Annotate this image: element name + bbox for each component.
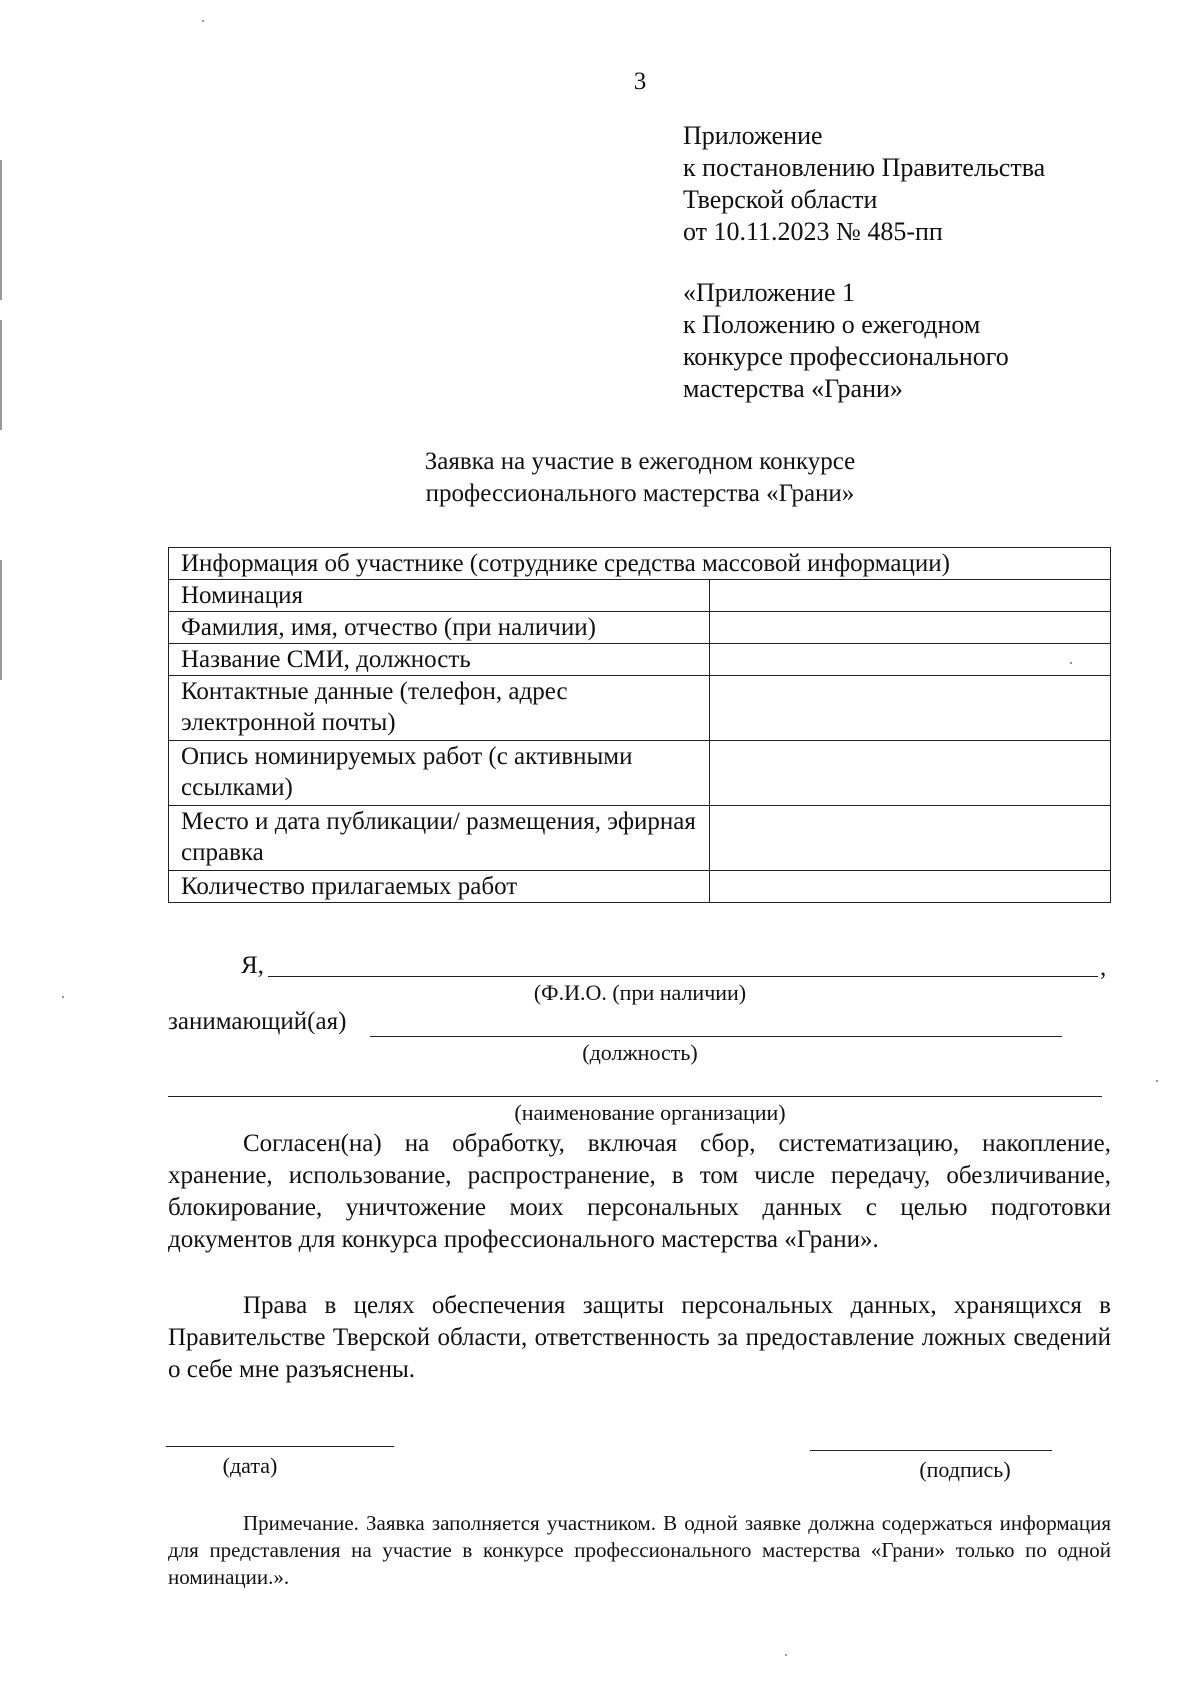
scan-dot — [1156, 1080, 1158, 1082]
row-value-cell[interactable] — [710, 871, 1111, 903]
table-row — [169, 676, 1111, 741]
page-number: 3 — [633, 68, 647, 95]
appendix-line: Тверской области — [683, 185, 878, 214]
scan-dot — [785, 1654, 787, 1656]
scan-edge-mark — [0, 320, 2, 430]
participant-info-table — [168, 547, 1111, 903]
table-header: Информация об участнике (сотруднике средства массовой информации) — [169, 548, 1111, 580]
organization-fill-line[interactable] — [168, 1096, 1102, 1097]
row-value-cell[interactable] — [710, 644, 1111, 676]
declaration-comma: , — [1100, 954, 1107, 981]
appendix-line: к постановлению Правительства — [683, 153, 1046, 182]
table-row — [169, 871, 1111, 903]
row-label: Контактные данные (телефон, адрес электронной почты) — [169, 676, 710, 741]
document-title — [200, 446, 1080, 510]
title-line: Заявка на участие в ежегодном конкурсе — [424, 448, 856, 475]
scan-dot — [202, 20, 204, 22]
appendix-header — [683, 120, 1045, 405]
appendix-line: «Приложение 1 — [683, 278, 856, 307]
title-line: профессионального мастерства «Грани» — [425, 480, 855, 507]
appendix-line: Приложение — [683, 121, 823, 150]
row-label: Количество прилагаемых работ — [169, 871, 710, 903]
appendix-line: конкурсе профессионального — [683, 342, 1009, 371]
appendix-line: мастерства «Грани» — [683, 374, 903, 403]
table-row — [169, 644, 1111, 676]
appendix-line: к Положению о ежегодном — [683, 310, 981, 339]
position-caption: (должность) — [582, 1040, 698, 1065]
position-prefix: занимающий(ая) — [168, 1008, 347, 1035]
scan-edge-mark — [0, 160, 2, 300]
fio-caption: (Ф.И.О. (при наличии) — [533, 980, 747, 1005]
position-fill-line[interactable] — [370, 1036, 1062, 1037]
rights-paragraph: Права в целях обеспечения защиты персональных данных, хранящихся в Правительстве Тверской области, ответственность за предоставление ложных сведений о себе мне разъяснены. — [168, 1292, 1111, 1383]
row-value-cell[interactable] — [710, 612, 1111, 644]
row-label: Фамилия, имя, отчество (при наличии) — [169, 612, 710, 644]
table-row — [169, 806, 1111, 871]
table-row — [169, 741, 1111, 806]
row-label: Название СМИ, должность — [169, 644, 710, 676]
row-value-cell[interactable] — [710, 676, 1111, 741]
scan-edge-mark — [0, 560, 2, 680]
table-row — [169, 612, 1111, 644]
appendix-line: от 10.11.2023 № 485-пп — [683, 217, 943, 246]
table-row — [169, 580, 1111, 612]
fio-fill-line[interactable] — [268, 976, 1098, 977]
signature-caption: (подпись) — [919, 1457, 1011, 1482]
organization-caption: (наименование организации) — [514, 1100, 786, 1125]
row-label: Опись номинируемых работ (с активными ссылками) — [169, 741, 710, 806]
row-value-cell[interactable] — [710, 806, 1111, 871]
date-caption: (дата) — [222, 1453, 278, 1478]
row-value-cell[interactable] — [710, 580, 1111, 612]
consent-paragraph: Согласен(на) на обработку, включая сбор, систематизацию, накопление, хранение, использование, распространение, в том числе передачу, обезличивание, блокирование, уничтожение моих персональных данных с целью подготовки документов для конкурса профессионального мастерства «Грани». — [168, 1130, 1111, 1253]
footnote: Примечание. Заявка заполняется участником. В одной заявке должна содержаться информация для представления на участие в конкурсе профессионального мастерства «Грани» только по одной номинации.». — [168, 1511, 1111, 1589]
row-value-cell[interactable] — [710, 741, 1111, 806]
row-label: Номинация — [169, 580, 710, 612]
signature-fill-line[interactable] — [810, 1450, 1052, 1451]
row-label: Место и дата публикации/ размещения, эфирная справка — [169, 806, 710, 871]
scan-dot — [62, 996, 64, 998]
date-fill-line[interactable] — [166, 1446, 394, 1447]
declaration-ya: Я, — [241, 952, 264, 979]
